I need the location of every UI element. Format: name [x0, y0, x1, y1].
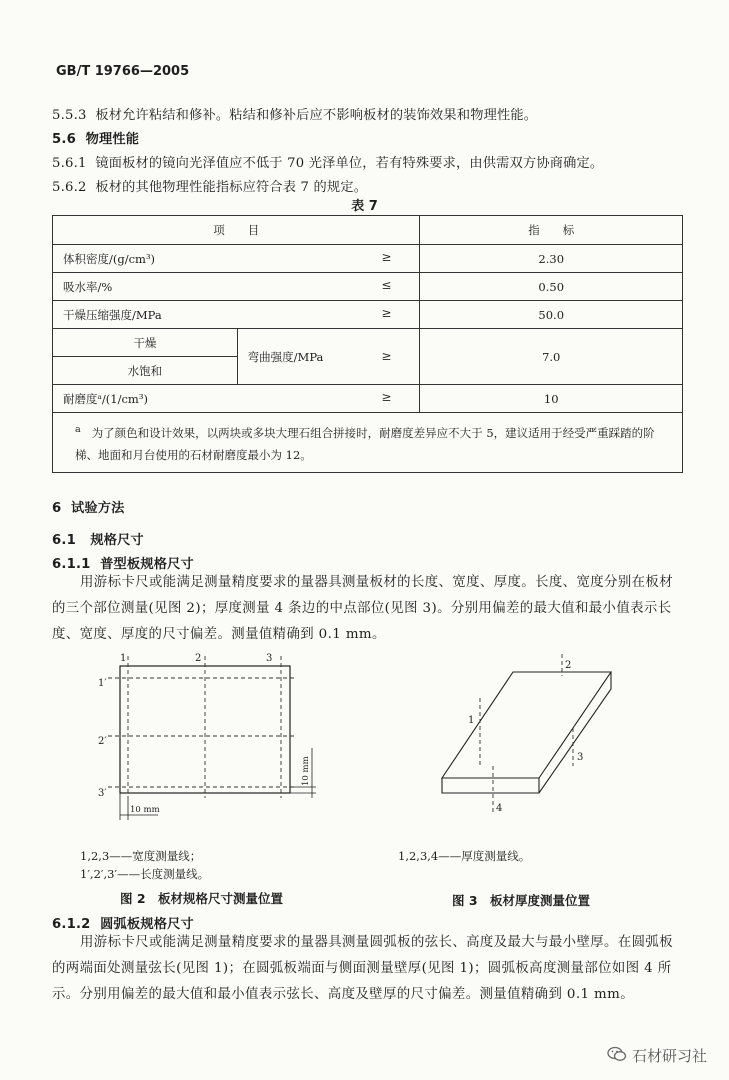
paragraph-6-1-1: 用游标卡尺或能满足测量精度要求的量器具测量板材的长度、宽度、厚度。长度、宽度分别在板材的三个部位测量(见图 2)；厚度测量 4 条边的中点部位(见图 3)。分别用偏差的最大值和最小值表示长度、宽度、厚度的尺寸偏差。测量值精确到 0.1 mm。	[52, 575, 673, 642]
thickness-line-label: 3	[577, 752, 584, 763]
clause-5-6-1: 5.6.1 镜面板材的镜向光泽值应不低于 70 光泽单位，若有特殊要求，由供需双方协商确定。	[52, 156, 604, 171]
width-line-label: 1	[120, 653, 127, 664]
watermark-text: 石材研习社	[631, 1047, 707, 1065]
table-footnote: $^a$ 为了颜色和设计效果，以两块或多块大理石组合拼接时，耐磨度差异应不大于 5，建议适用于经受严重踩踏的阶梯、地面和月台使用的石材耐磨度最小为 12。	[53, 413, 683, 473]
thickness-line-label: 4	[496, 803, 503, 814]
table-row: 吸水率/% ≤ 0.50	[53, 273, 683, 301]
paragraph-6-1-2: 用游标卡尺或能满足测量精度要求的量器具测量圆弧板的弦长、高度及最大与最小壁厚。在圆弧板的两端面处测量弦长(见图 1)；在圆弧板端面与侧面测量壁厚(见图 1)；圆弧板高度测量部位如图 4 所示。分别用偏差的最大值和最小值表示弦长、高度及壁厚的尺寸偏差。测量值精确到 0.1 mm。	[52, 935, 673, 1002]
figure-3-diagram	[430, 648, 630, 820]
section-6-1-2: 6.1.2 圆弧板规格尺寸	[52, 917, 194, 932]
dim-right-label: 10 mm	[301, 756, 311, 786]
table-row: 干燥压缩强度/MPa ≥ 50.0	[53, 301, 683, 329]
width-line-label: 2	[195, 653, 202, 664]
table-row: 干燥 弯曲强度/MPa ≥ 7.0	[53, 329, 683, 357]
section-6-1: 6.1 规格尺寸	[52, 533, 144, 548]
clause-5-6: 5.6 物理性能	[52, 132, 140, 147]
header-index: 指 标	[420, 216, 683, 245]
watermark	[607, 1045, 707, 1066]
table-caption: 表 7	[351, 199, 378, 214]
clause-5-6-2: 5.6.2 板材的其他物理性能指标应符合表 7 的规定。	[52, 180, 368, 195]
table-row: 体积密度/(g/cm³) ≥ 2.30	[53, 245, 683, 273]
clause-5-5-3	[52, 104, 537, 123]
table-row: 耐磨度ᵃ/(1/cm³) ≥ 10	[53, 385, 683, 413]
section-6-1-1: 6.1.1 普型板规格尺寸	[52, 557, 194, 572]
length-line-label: 2′	[98, 736, 107, 747]
length-line-label: 1′	[98, 678, 107, 689]
physical-properties-table: 项 目 指 标 体积密度/(g/cm³) ≥ 2.30 吸水率/% ≤ 0.50 干燥压缩强度/MPa ≥ 50.0 干燥 弯曲强度/MPa ≥ 7.0 水饱和 耐磨度ᵃ/(1/cm³) ≥ 10 $^a$ 为了颜色和设计效果，以两块或多块大理石组合拼接时，耐磨度差异应不大于 5，建议适用于经受严重踩踏的阶梯、地面和月台使用的石材耐磨度最小为 12。	[52, 215, 683, 473]
width-line-label: 3	[266, 653, 273, 664]
length-line-label: 3′	[98, 788, 107, 799]
figure-2-legend-1: 1,2,3——宽度测量线；	[80, 849, 202, 863]
figure-2-legend-2: 1′,2′,3′——长度测量线。	[80, 867, 210, 881]
figure-2-caption: 图 2 板材规格尺寸测量位置	[120, 891, 284, 906]
standard-header: GB/T 19766—2005	[56, 64, 190, 79]
clause-text: 板材允许粘结和修补。粘结和修补后应不影响板材的装饰效果和物理性能。	[95, 108, 538, 123]
dim-bottom-label: 10 mm	[130, 805, 160, 815]
thickness-line-label: 2	[565, 660, 572, 671]
thickness-line-label: 1	[468, 715, 475, 726]
figure-3-legend: 1,2,3,4——厚度测量线。	[398, 849, 531, 863]
section-6: 6 试验方法	[52, 501, 125, 516]
header-item: 项 目	[53, 216, 420, 245]
clause-number: 5.5.3	[52, 108, 87, 123]
figure-2-diagram	[90, 648, 330, 826]
figure-3-caption: 图 3 板材厚度测量位置	[452, 893, 591, 908]
wechat-icon	[607, 1046, 627, 1066]
